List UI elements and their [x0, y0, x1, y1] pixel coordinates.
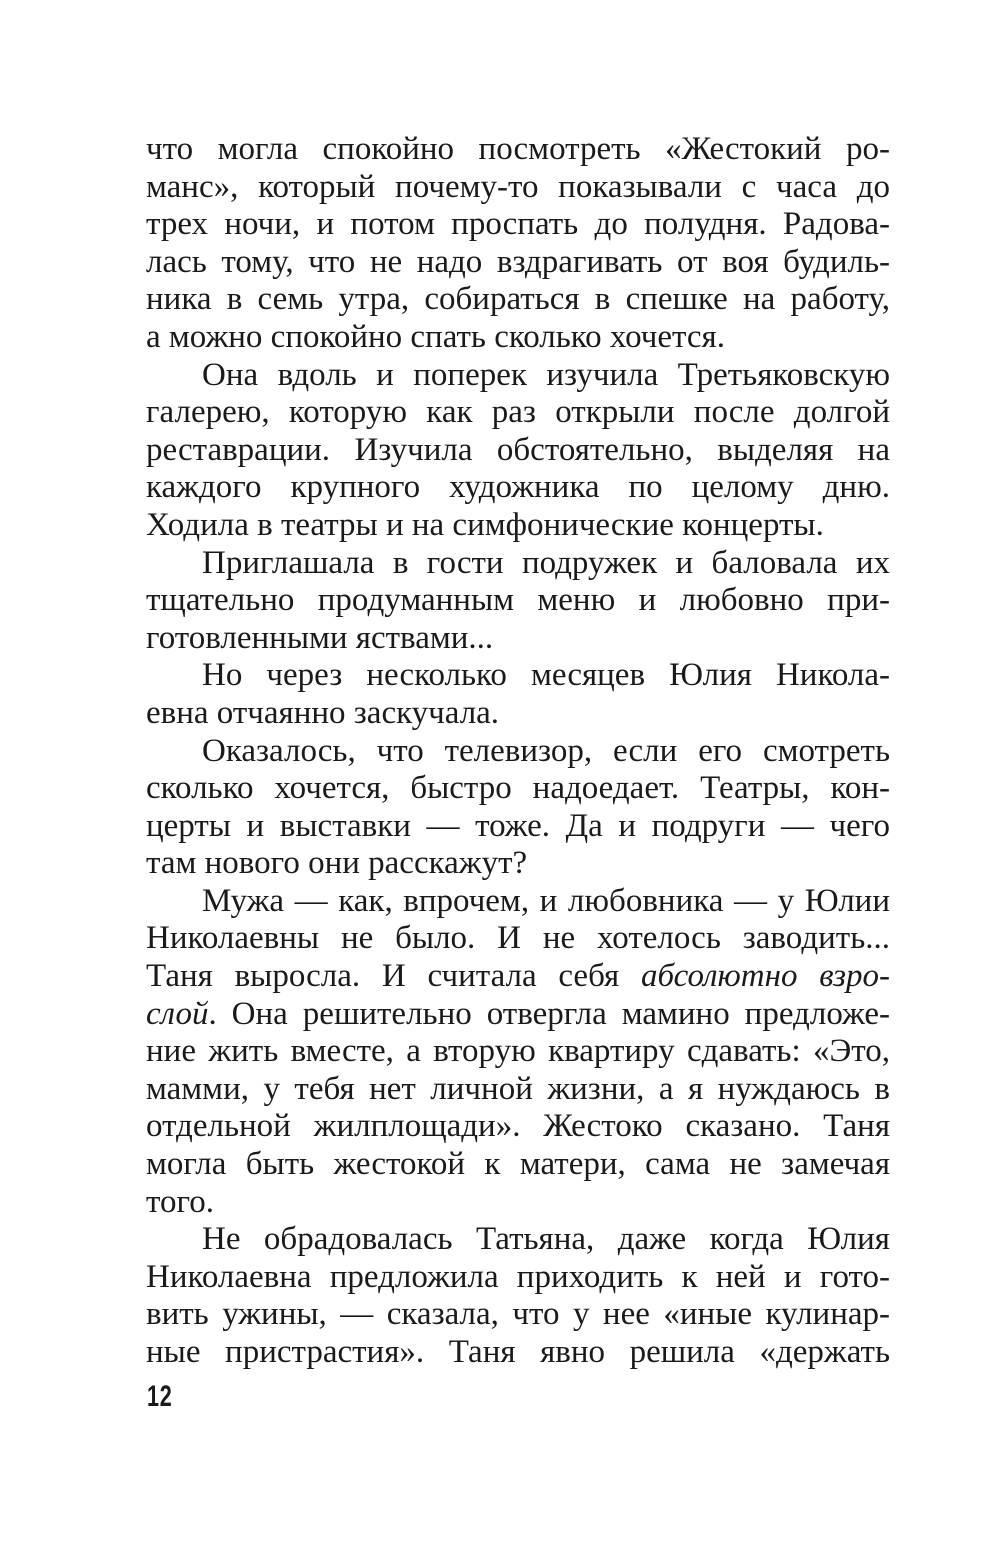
italic-segment: абсолютно взро- — [640, 958, 890, 995]
text-line: реставрации. Изучила обстоятельно, выделяя на — [146, 431, 890, 468]
text-line: а можно спокойно спать сколько хочется. — [146, 318, 725, 355]
text-line: готовленными яствами... — [146, 619, 494, 656]
text-line: Николаевна предложила приходить к ней и гото- — [146, 1258, 890, 1295]
text-line: могла быть жестокой к матери, сама не замечая — [146, 1146, 890, 1183]
text-line: ника в семь утра, собираться в спешке на работу, — [146, 281, 890, 318]
text-line: лась тому, что не надо вздрагивать от воя будиль- — [146, 243, 890, 280]
text-line: церты и выставки — тоже. Да и подруги — чего — [146, 807, 890, 844]
body-text — [146, 131, 890, 1372]
text-line: Николаевны не было. И не хотелось заводить... — [146, 920, 890, 957]
text-line: манс», который почему-то показывали с часа до — [146, 168, 890, 205]
text-segment: Таня выросла. И считала себя — [146, 958, 641, 995]
text-line: мамми, у тебя нет личной жизни, а я нуждаюсь в — [146, 1070, 890, 1107]
text-line: отдельной жилплощади». Жестоко сказано. Таня — [146, 1108, 890, 1145]
text-line: евна отчаянно заскучала. — [146, 694, 500, 731]
text-line: что могла спокойно посмотреть «Жестокий ро- — [146, 131, 890, 167]
text-line: того. — [146, 1183, 214, 1220]
text-line: там нового они расскажут? — [146, 845, 528, 882]
italic-segment: слой — [146, 995, 209, 1032]
text-line: Приглашала в гости подружек и баловала их — [202, 544, 890, 581]
page-number: 12 — [147, 1380, 173, 1413]
text-line: галерею, которую как раз открыли после долгой — [146, 394, 890, 431]
text-line: ные пристрастия». Таня явно решила «держать — [146, 1334, 890, 1370]
text-line: Ходила в театры и на симфонические концерты. — [146, 506, 824, 543]
text-line: каждого крупного художника по целому дню. — [146, 469, 890, 506]
text-line: Мужа — как, впрочем, и любовника — у Юлии — [202, 882, 890, 919]
text-line: Она вдоль и поперек изучила Третьяковскую — [202, 356, 890, 393]
text-line — [146, 996, 890, 1034]
text-line: Оказалось, что телевизор, если его смотреть — [202, 732, 890, 769]
text-line: Не обрадовалась Татьяна, даже когда Юлия — [202, 1221, 890, 1258]
text-line: Но через несколько месяцев Юлия Никола- — [202, 657, 890, 694]
text-line: ние жить вместе, а вторую квартиру сдавать: «Это, — [146, 1033, 890, 1070]
text-line: сколько хочется, быстро надоедает. Театры, кон- — [146, 770, 890, 807]
text-line: трех ночи, и потом проспать до полудня. Радова- — [146, 206, 890, 243]
text-line — [146, 958, 890, 996]
text-line: тщательно продуманным меню и любовно при- — [146, 582, 890, 619]
text-segment: . Она решительно отвергла мамино предложе- — [208, 995, 890, 1032]
text-line: вить ужины, — сказала, что у нее «иные кулинар- — [146, 1296, 890, 1333]
